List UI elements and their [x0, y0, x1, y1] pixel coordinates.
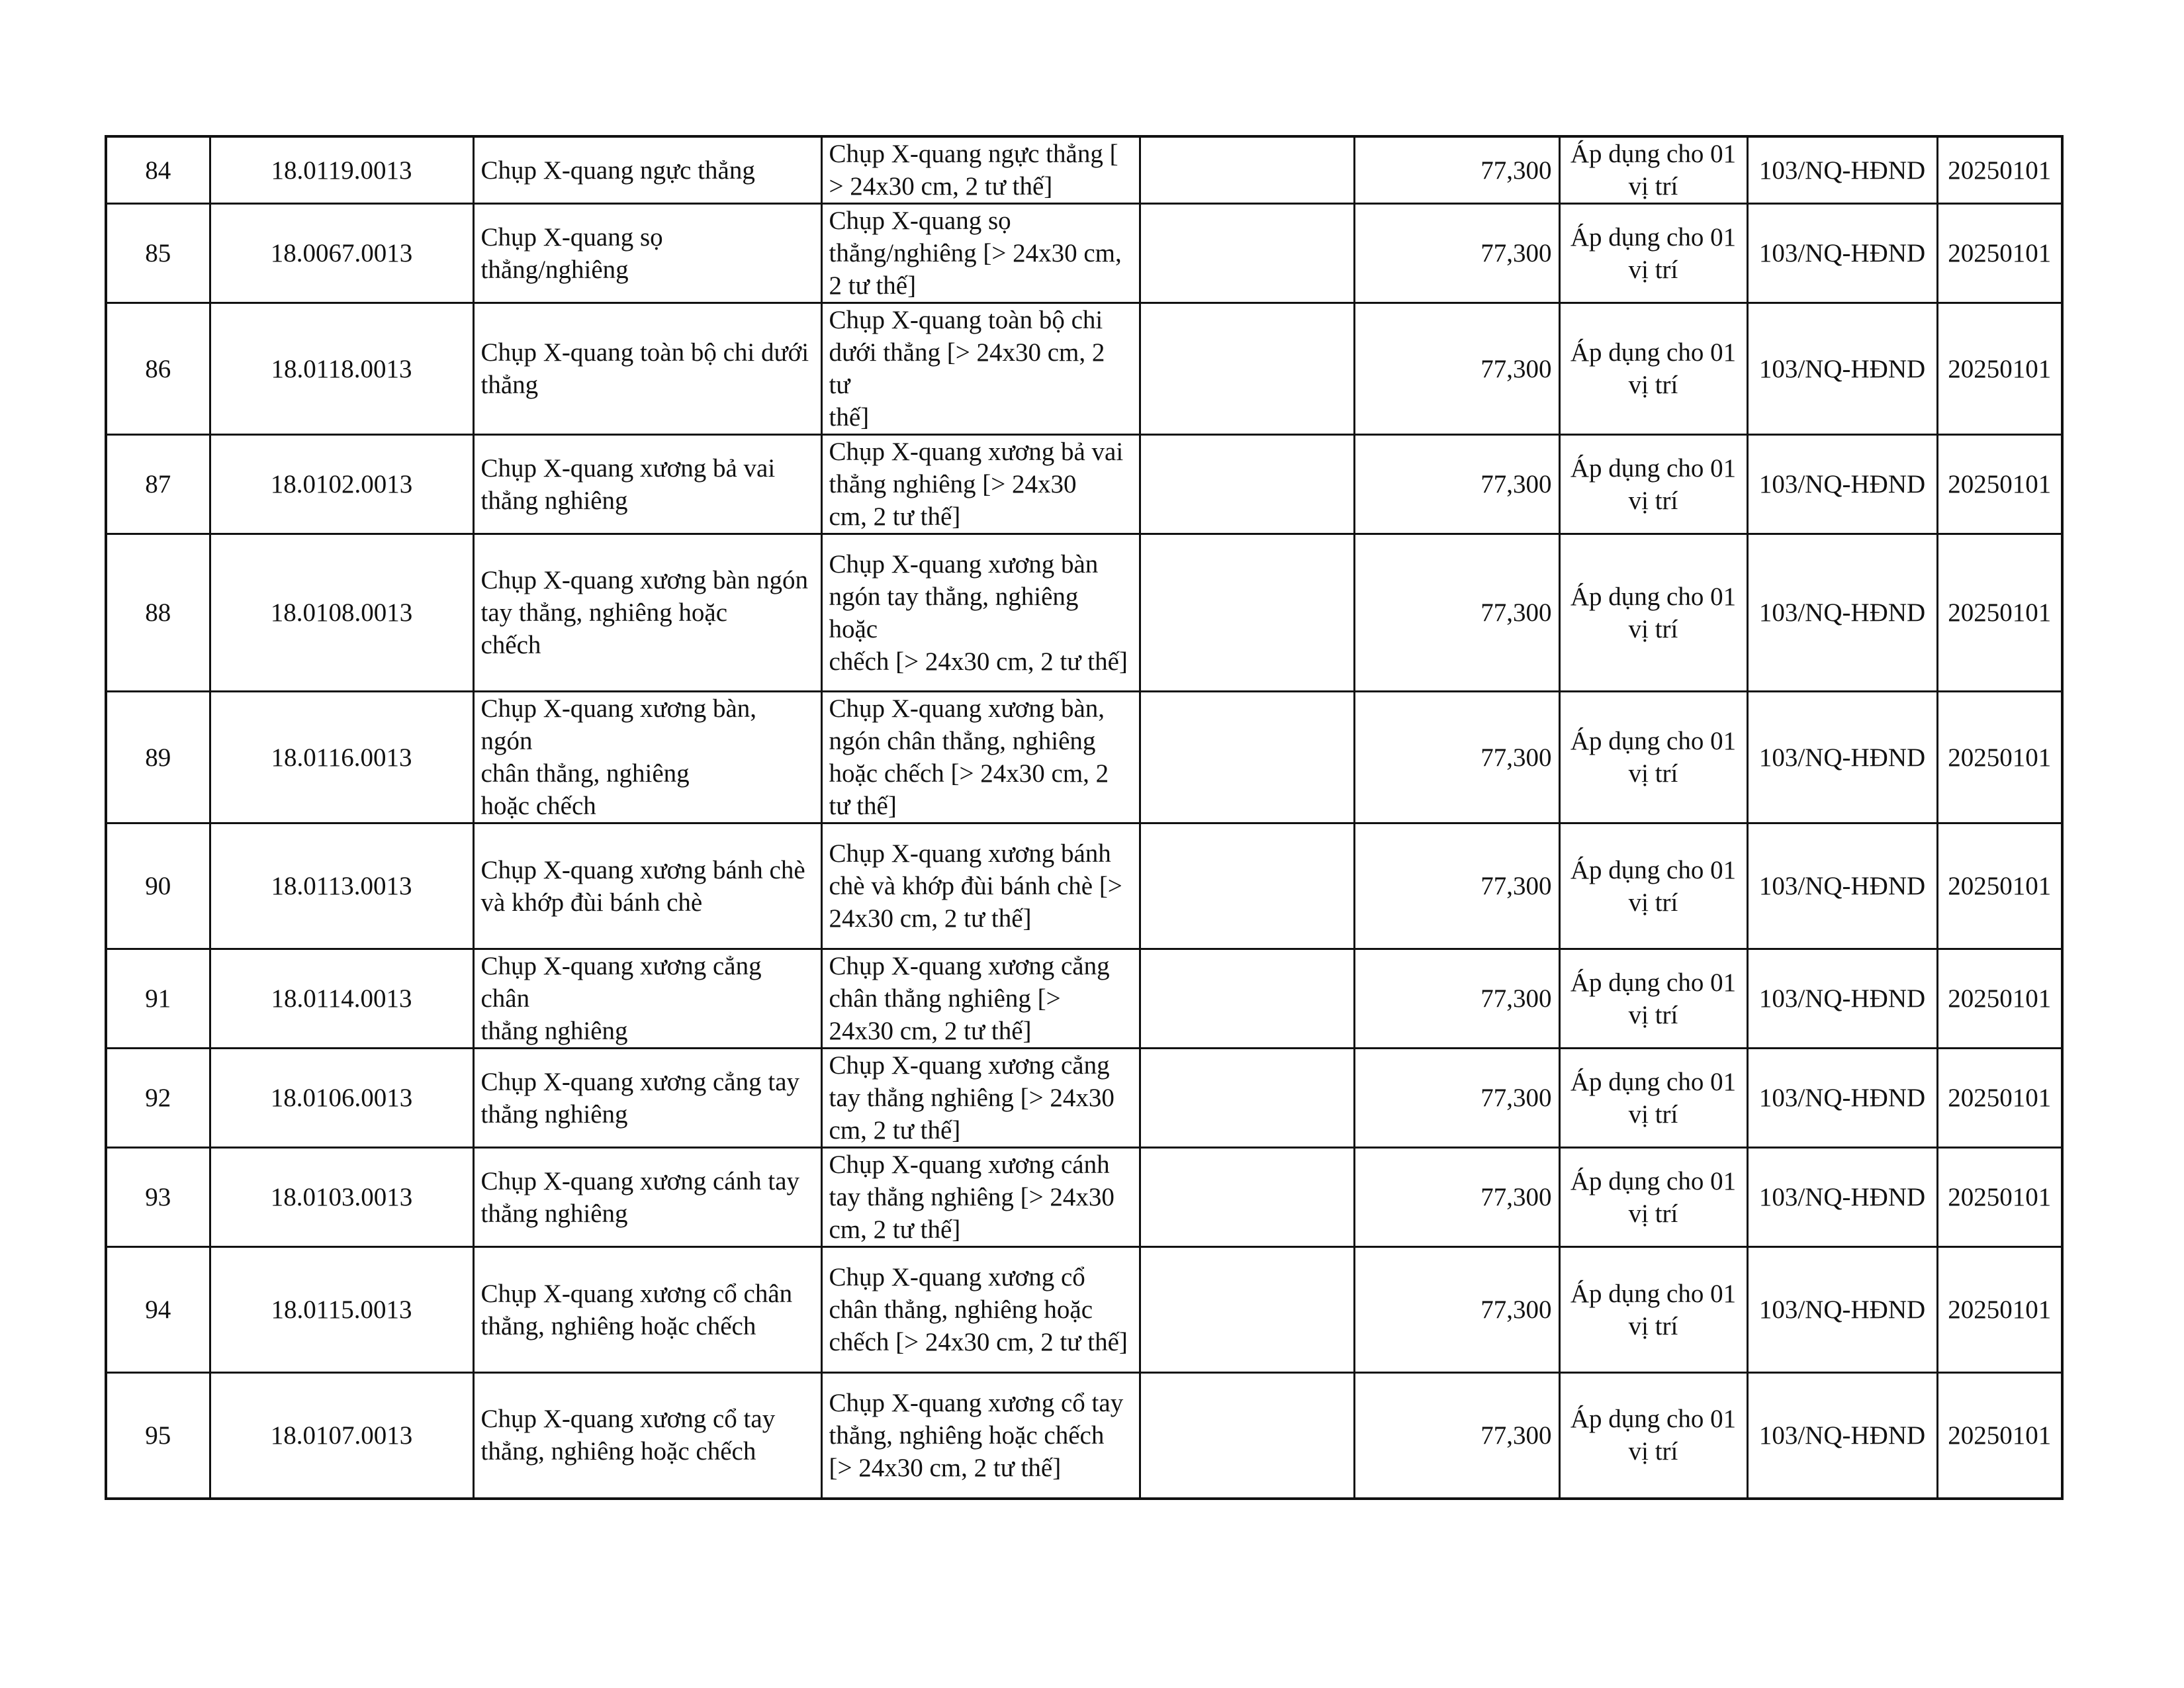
- empty-cell-cell: [1140, 823, 1354, 949]
- note-text: Áp dụng cho 01 vị trí: [1570, 1166, 1737, 1228]
- decision-number-cell: [1747, 534, 1937, 692]
- note-text: Áp dụng cho 01 vị trí: [1570, 1405, 1737, 1466]
- price-value: 77,300: [1480, 872, 1552, 900]
- service-name-cell: [473, 204, 821, 303]
- note-text-cell: [1559, 303, 1747, 435]
- service-code: 18.0102.0013: [270, 470, 413, 498]
- note-text: Áp dụng cho 01 vị trí: [1570, 1279, 1737, 1340]
- service-code: 18.0114.0013: [271, 984, 412, 1013]
- row-number: 88: [145, 598, 171, 627]
- price-value: 77,300: [1480, 1183, 1552, 1211]
- service-description: Chụp X-quang xương bàn ngón tay thẳng, nghiêng hoặc chếch [> 24x30 cm, 2 tư thế]: [829, 549, 1128, 676]
- service-description: Chụp X-quang toàn bộ chi dưới thẳng [> 24x30 cm, 2 tư thế]: [829, 306, 1105, 432]
- price-value-cell: [1354, 1247, 1559, 1373]
- service-description-cell: [821, 534, 1140, 692]
- service-code: 18.0103.0013: [270, 1183, 413, 1211]
- note-text: Áp dụng cho 01 vị trí: [1570, 338, 1737, 399]
- service-name: Chụp X-quang xương cẳng tay thẳng nghiêng: [480, 1067, 800, 1129]
- row-number-cell: [106, 136, 210, 204]
- decision-number-cell: [1747, 1247, 1937, 1373]
- service-name-cell: [473, 435, 821, 534]
- service-description-cell: [821, 1049, 1140, 1148]
- service-description-cell: [821, 1247, 1140, 1373]
- row-number-cell: [106, 1148, 210, 1247]
- effective-date: 20250101: [1948, 984, 2052, 1013]
- decision-number: 103/NQ-HĐND: [1758, 984, 1926, 1013]
- price-value-cell: [1354, 534, 1559, 692]
- table-row: [106, 303, 2062, 435]
- effective-date-cell: [1937, 435, 2062, 534]
- table-row: [106, 692, 2062, 823]
- service-code-cell: [210, 823, 473, 949]
- decision-number-cell: [1747, 823, 1937, 949]
- row-number-cell: [106, 692, 210, 823]
- note-text: Áp dụng cho 01 vị trí: [1570, 855, 1737, 917]
- note-text-cell: [1559, 1148, 1747, 1247]
- empty-cell-cell: [1140, 692, 1354, 823]
- service-description-cell: [821, 692, 1140, 823]
- service-name: Chụp X-quang xương bánh chè và khớp đùi bánh chè: [480, 855, 805, 917]
- service-description-cell: [821, 1373, 1140, 1499]
- note-text: Áp dụng cho 01 vị trí: [1570, 1067, 1737, 1129]
- decision-number-cell: [1747, 949, 1937, 1049]
- service-description-cell: [821, 435, 1140, 534]
- table-row: [106, 949, 2062, 1049]
- price-value: 77,300: [1480, 470, 1552, 498]
- price-value-cell: [1354, 303, 1559, 435]
- service-code: 18.0119.0013: [271, 156, 412, 185]
- service-code: 18.0116.0013: [271, 743, 412, 772]
- service-name: Chụp X-quang ngực thẳng: [480, 156, 755, 185]
- table-row: [106, 1247, 2062, 1373]
- service-code: 18.0108.0013: [270, 598, 413, 627]
- service-code-cell: [210, 692, 473, 823]
- service-description: Chụp X-quang xương bánh chè và khớp đùi bánh chè [> 24x30 cm, 2 tư thế]: [829, 839, 1122, 933]
- price-value-cell: [1354, 1148, 1559, 1247]
- empty-cell-cell: [1140, 1049, 1354, 1148]
- empty-cell-cell: [1140, 204, 1354, 303]
- service-name: Chụp X-quang xương bàn, ngón chân thẳng, nghiêng hoặc chếch: [480, 694, 757, 820]
- table-row: [106, 204, 2062, 303]
- decision-number-cell: [1747, 1148, 1937, 1247]
- empty-cell-cell: [1140, 435, 1354, 534]
- table-body: [106, 136, 2062, 1499]
- row-number: 86: [145, 354, 171, 383]
- service-description: Chụp X-quang xương cẳng chân thẳng nghiêng [> 24x30 cm, 2 tư thế]: [829, 952, 1110, 1045]
- note-text-cell: [1559, 949, 1747, 1049]
- effective-date: 20250101: [1948, 156, 2052, 185]
- service-code-cell: [210, 1373, 473, 1499]
- note-text: Áp dụng cho 01 vị trí: [1570, 582, 1737, 643]
- row-number: 95: [145, 1421, 171, 1450]
- service-code-cell: [210, 136, 473, 204]
- note-text-cell: [1559, 1373, 1747, 1499]
- effective-date: 20250101: [1948, 354, 2052, 383]
- service-name-cell: [473, 823, 821, 949]
- decision-number: 103/NQ-HĐND: [1758, 598, 1926, 627]
- empty-cell-cell: [1140, 1148, 1354, 1247]
- row-number: 91: [145, 984, 171, 1013]
- row-number-cell: [106, 435, 210, 534]
- note-text-cell: [1559, 1049, 1747, 1148]
- decision-number: 103/NQ-HĐND: [1758, 872, 1926, 900]
- service-description: Chụp X-quang xương cánh tay thẳng nghiêng [> 24x30 cm, 2 tư thế]: [829, 1150, 1115, 1244]
- note-text-cell: [1559, 204, 1747, 303]
- service-description-cell: [821, 949, 1140, 1049]
- service-description: Chụp X-quang xương cẳng tay thẳng nghiêng [> 24x30 cm, 2 tư thế]: [829, 1051, 1115, 1145]
- row-number-cell: [106, 303, 210, 435]
- service-name: Chụp X-quang xương cổ tay thẳng, nghiêng hoặc chếch: [480, 1405, 776, 1466]
- effective-date-cell: [1937, 1049, 2062, 1148]
- decision-number: 103/NQ-HĐND: [1758, 1421, 1926, 1450]
- empty-cell-cell: [1140, 136, 1354, 204]
- service-code-cell: [210, 1148, 473, 1247]
- service-name-cell: [473, 1373, 821, 1499]
- row-number-cell: [106, 1247, 210, 1373]
- service-name-cell: [473, 534, 821, 692]
- effective-date: 20250101: [1948, 743, 2052, 772]
- service-name: Chụp X-quang sọ thẳng/nghiêng: [480, 222, 663, 284]
- row-number: 92: [145, 1084, 171, 1112]
- price-value-cell: [1354, 435, 1559, 534]
- service-name-cell: [473, 303, 821, 435]
- service-description-cell: [821, 136, 1140, 204]
- service-description: Chụp X-quang ngực thẳng [ > 24x30 cm, 2 tư thế]: [829, 140, 1118, 201]
- table-row: [106, 435, 2062, 534]
- note-text: Áp dụng cho 01 vị trí: [1570, 727, 1737, 788]
- service-name: Chụp X-quang toàn bộ chi dưới thẳng: [480, 338, 809, 399]
- decision-number-cell: [1747, 1049, 1937, 1148]
- effective-date-cell: [1937, 949, 2062, 1049]
- row-number-cell: [106, 823, 210, 949]
- service-code: 18.0113.0013: [271, 872, 412, 900]
- note-text-cell: [1559, 823, 1747, 949]
- service-name-cell: [473, 1148, 821, 1247]
- service-description-cell: [821, 1148, 1140, 1247]
- service-name-cell: [473, 949, 821, 1049]
- service-code: 18.0106.0013: [270, 1084, 413, 1112]
- service-name-cell: [473, 136, 821, 204]
- price-value-cell: [1354, 1049, 1559, 1148]
- effective-date: 20250101: [1948, 1295, 2052, 1324]
- decision-number: 103/NQ-HĐND: [1758, 470, 1926, 498]
- service-description-cell: [821, 823, 1140, 949]
- note-text-cell: [1559, 136, 1747, 204]
- decision-number: 103/NQ-HĐND: [1758, 156, 1926, 185]
- service-description-cell: [821, 204, 1140, 303]
- effective-date-cell: [1937, 1373, 2062, 1499]
- effective-date-cell: [1937, 136, 2062, 204]
- price-value-cell: [1354, 204, 1559, 303]
- effective-date-cell: [1937, 692, 2062, 823]
- decision-number: 103/NQ-HĐND: [1758, 1183, 1926, 1211]
- price-value-cell: [1354, 1373, 1559, 1499]
- note-text-cell: [1559, 534, 1747, 692]
- empty-cell-cell: [1140, 1373, 1354, 1499]
- price-value: 77,300: [1480, 984, 1552, 1013]
- service-code-cell: [210, 534, 473, 692]
- service-name: Chụp X-quang xương bàn ngón tay thẳng, nghiêng hoặc chếch: [480, 566, 809, 659]
- price-value: 77,300: [1480, 239, 1552, 267]
- price-value: 77,300: [1480, 1421, 1552, 1450]
- empty-cell-cell: [1140, 534, 1354, 692]
- decision-number-cell: [1747, 136, 1937, 204]
- service-code: 18.0115.0013: [271, 1295, 412, 1324]
- effective-date-cell: [1937, 534, 2062, 692]
- effective-date: 20250101: [1948, 470, 2052, 498]
- decision-number: 103/NQ-HĐND: [1758, 1295, 1926, 1324]
- service-code: 18.0107.0013: [270, 1421, 413, 1450]
- row-number-cell: [106, 1049, 210, 1148]
- service-name: Chụp X-quang xương cánh tay thẳng nghiêng: [480, 1166, 800, 1228]
- effective-date-cell: [1937, 823, 2062, 949]
- note-text: Áp dụng cho 01 vị trí: [1570, 453, 1737, 515]
- note-text: Áp dụng cho 01 vị trí: [1570, 968, 1737, 1029]
- decision-number: 103/NQ-HĐND: [1758, 743, 1926, 772]
- effective-date-cell: [1937, 204, 2062, 303]
- price-value-cell: [1354, 136, 1559, 204]
- effective-date: 20250101: [1948, 598, 2052, 627]
- price-value: 77,300: [1480, 1295, 1552, 1324]
- effective-date: 20250101: [1948, 1183, 2052, 1211]
- row-number: 93: [145, 1183, 171, 1211]
- row-number: 94: [145, 1295, 171, 1324]
- table-row: [106, 534, 2062, 692]
- service-code-cell: [210, 1049, 473, 1148]
- service-name: Chụp X-quang xương cổ chân thẳng, nghiêng hoặc chếch: [480, 1279, 793, 1340]
- service-code: 18.0118.0013: [271, 354, 412, 383]
- service-description: Chụp X-quang xương cổ tay thẳng, nghiêng hoặc chếch [> 24x30 cm, 2 tư thế]: [829, 1388, 1124, 1482]
- note-text-cell: [1559, 435, 1747, 534]
- effective-date: 20250101: [1948, 1421, 2052, 1450]
- service-name: Chụp X-quang xương bả vai thẳng nghiêng: [480, 453, 776, 515]
- decision-number-cell: [1747, 435, 1937, 534]
- effective-date-cell: [1937, 1247, 2062, 1373]
- service-name-cell: [473, 1247, 821, 1373]
- price-value: 77,300: [1480, 156, 1552, 185]
- empty-cell-cell: [1140, 1247, 1354, 1373]
- effective-date: 20250101: [1948, 1084, 2052, 1112]
- note-text-cell: [1559, 1247, 1747, 1373]
- empty-cell-cell: [1140, 303, 1354, 435]
- service-description: Chụp X-quang xương bàn, ngón chân thẳng, nghiêng hoặc chếch [> 24x30 cm, 2 tư thế]: [829, 694, 1109, 820]
- service-code-cell: [210, 303, 473, 435]
- decision-number: 103/NQ-HĐND: [1758, 239, 1926, 267]
- effective-date-cell: [1937, 303, 2062, 435]
- decision-number-cell: [1747, 303, 1937, 435]
- effective-date-cell: [1937, 1148, 2062, 1247]
- service-code-cell: [210, 1247, 473, 1373]
- price-value: 77,300: [1480, 354, 1552, 383]
- row-number: 87: [145, 470, 171, 498]
- row-number-cell: [106, 1373, 210, 1499]
- empty-cell-cell: [1140, 949, 1354, 1049]
- table-row: [106, 1373, 2062, 1499]
- decision-number: 103/NQ-HĐND: [1758, 354, 1926, 383]
- row-number-cell: [106, 204, 210, 303]
- effective-date: 20250101: [1948, 872, 2052, 900]
- note-text: Áp dụng cho 01 vị trí: [1570, 140, 1737, 201]
- decision-number-cell: [1747, 204, 1937, 303]
- row-number: 84: [145, 156, 171, 185]
- service-code-cell: [210, 949, 473, 1049]
- price-value: 77,300: [1480, 1084, 1552, 1112]
- row-number-cell: [106, 949, 210, 1049]
- table-row: [106, 1148, 2062, 1247]
- service-description: Chụp X-quang xương cổ chân thẳng, nghiêng hoặc chếch [> 24x30 cm, 2 tư thế]: [829, 1263, 1128, 1356]
- decision-number-cell: [1747, 1373, 1937, 1499]
- row-number: 89: [145, 743, 171, 772]
- price-value: 77,300: [1480, 743, 1552, 772]
- table-row: [106, 823, 2062, 949]
- price-value: 77,300: [1480, 598, 1552, 627]
- note-text: Áp dụng cho 01 vị trí: [1570, 222, 1737, 284]
- service-description: Chụp X-quang xương bả vai thẳng nghiêng [> 24x30 cm, 2 tư thế]: [829, 438, 1124, 531]
- service-description: Chụp X-quang sọ thẳng/nghiêng [> 24x30 cm, 2 tư thế]: [829, 207, 1122, 300]
- effective-date: 20250101: [1948, 239, 2052, 267]
- service-name: Chụp X-quang xương cẳng chân thẳng nghiêng: [480, 952, 762, 1045]
- service-code-cell: [210, 204, 473, 303]
- price-table: [105, 135, 2064, 1500]
- service-name-cell: [473, 692, 821, 823]
- note-text-cell: [1559, 692, 1747, 823]
- decision-number: 103/NQ-HĐND: [1758, 1084, 1926, 1112]
- service-code: 18.0067.0013: [270, 239, 413, 267]
- decision-number-cell: [1747, 692, 1937, 823]
- row-number: 90: [145, 872, 171, 900]
- service-description-cell: [821, 303, 1140, 435]
- table-row: [106, 1049, 2062, 1148]
- service-code-cell: [210, 435, 473, 534]
- price-value-cell: [1354, 823, 1559, 949]
- row-number: 85: [145, 239, 171, 267]
- table-row: [106, 136, 2062, 204]
- price-value-cell: [1354, 949, 1559, 1049]
- row-number-cell: [106, 534, 210, 692]
- price-value-cell: [1354, 692, 1559, 823]
- service-name-cell: [473, 1049, 821, 1148]
